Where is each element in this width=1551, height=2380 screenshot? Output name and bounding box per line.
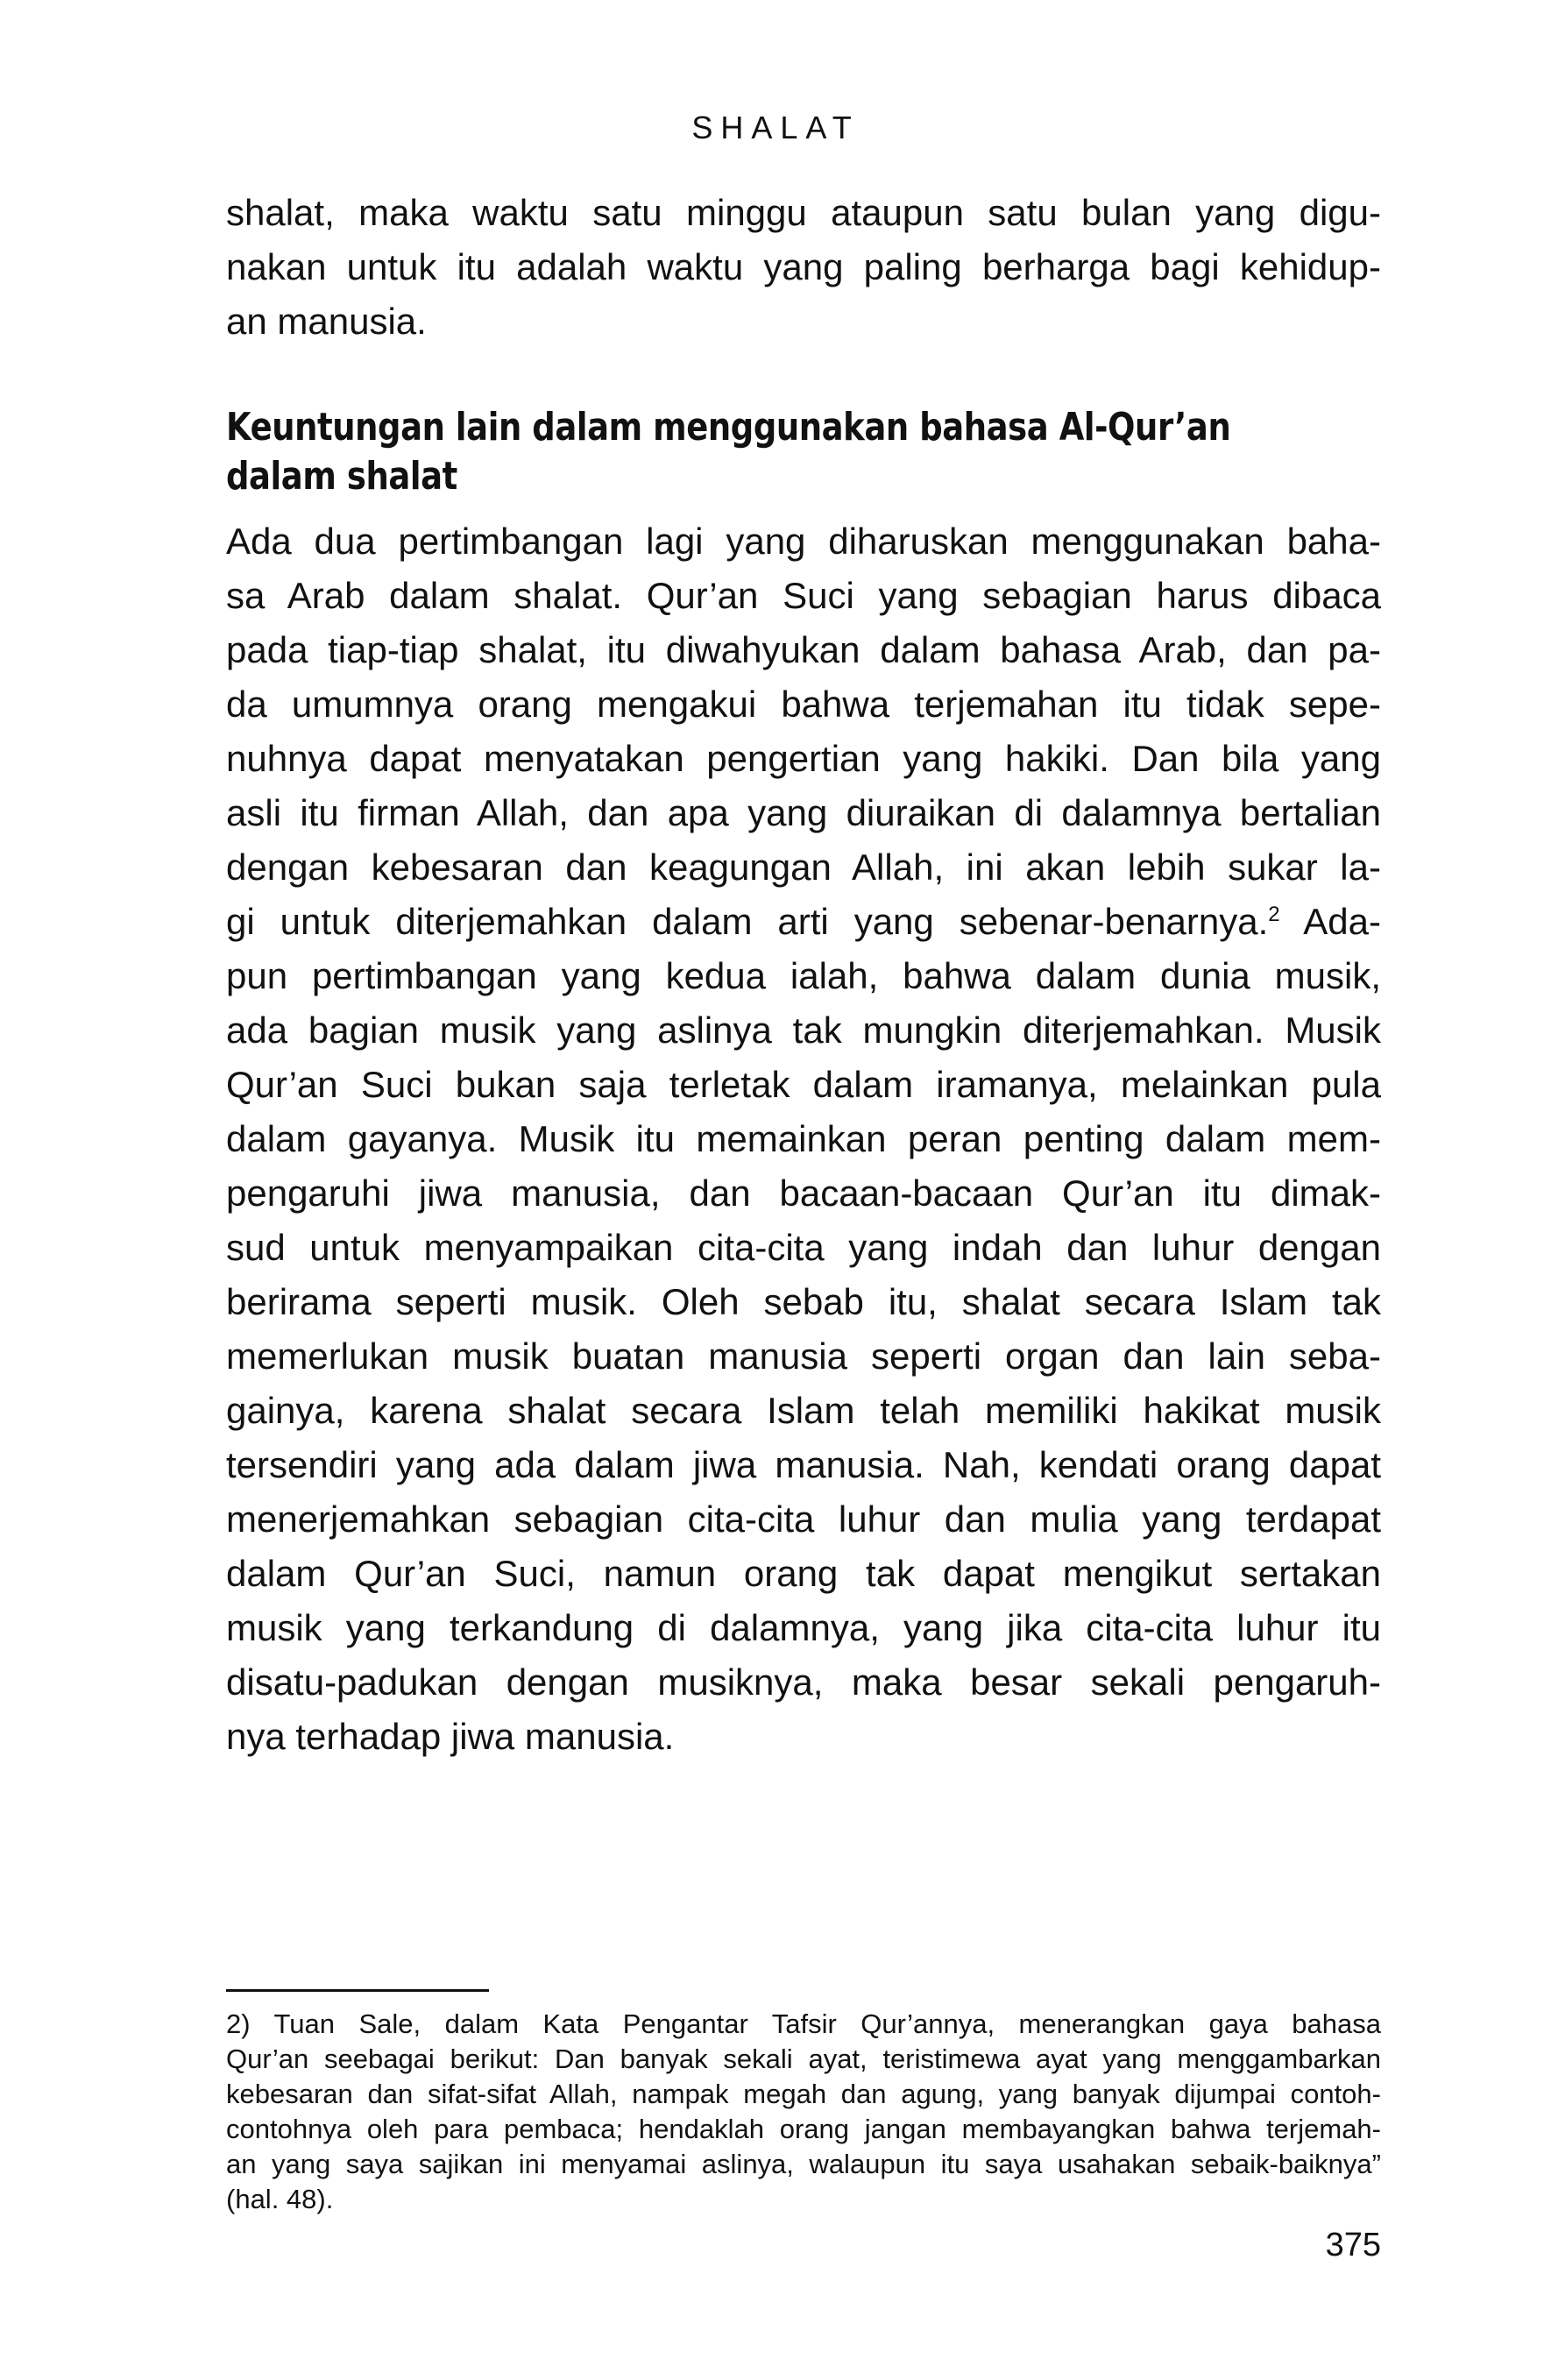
text-line: tersendiri yang ada dalam jiwa manusia. Nah, kendati orang dapat <box>226 1444 1381 1485</box>
text-line: disatu-padukan dengan musiknya, maka besar sekali pengaruh- <box>226 1661 1381 1703</box>
page-number: 375 <box>1325 2227 1381 2263</box>
footnote <box>226 2007 1381 2217</box>
text-line: menerjemahkan sebagian cita-cita luhur dan mulia yang terdapat <box>226 1498 1381 1540</box>
intro-paragraph <box>226 186 1381 349</box>
text-line: pada tiap-tiap shalat, itu diwahyukan dalam bahasa Arab, dan pa- <box>226 629 1381 670</box>
text-line: an manusia. <box>226 301 427 342</box>
footnote-line: contohnya oleh para pembaca; hendaklah orang jangan membayangkan bahwa terjemah- <box>226 2114 1381 2144</box>
text-line: da umumnya orang mengakui bahwa terjemahan itu tidak sepe- <box>226 684 1381 725</box>
text-line: nakan untuk itu adalah waktu yang paling berharga bagi kehidup- <box>226 246 1381 287</box>
text-line: berirama seperti musik. Oleh sebab itu, shalat secara Islam tak <box>226 1281 1381 1322</box>
footnote-line: (hal. 48). <box>226 2184 334 2214</box>
footnote-line: Qur’an seebagai berikut: Dan banyak sekali ayat, teristimewa ayat yang menggambarkan <box>226 2044 1381 2074</box>
text-line: memerlukan musik buatan manusia seperti organ dan lain seba- <box>226 1335 1381 1377</box>
text-line: sud untuk menyampaikan cita-cita yang indah dan luhur dengan <box>226 1227 1381 1268</box>
section-heading <box>226 403 1231 501</box>
footnote-line: an yang saya sajikan ini menyamai aslinya, walaupun itu saya usahakan sebaik-baiknya” <box>226 2149 1381 2179</box>
text-line: dengan kebesaran dan keagungan Allah, ini akan lebih sukar la- <box>226 846 1381 888</box>
text-line: nya terhadap jiwa manusia. <box>226 1716 675 1757</box>
text-line: sa Arab dalam shalat. Qur’an Suci yang sebagian harus dibaca <box>226 575 1381 616</box>
footnote-divider <box>226 1989 489 1992</box>
footnote-reference[interactable]: 2 <box>1268 903 1280 926</box>
text-line-with-footnote-ref <box>226 895 1381 949</box>
text-line: dalam gayanya. Musik itu memainkan peran penting dalam mem- <box>226 1118 1381 1159</box>
text-line: musik yang terkandung di dalamnya, yang jika cita-cita luhur itu <box>226 1607 1381 1648</box>
text-line: Ada dua pertimbangan lagi yang diharuskan menggunakan baha- <box>226 521 1381 562</box>
heading-line: dalam shalat <box>226 454 457 499</box>
body-paragraph <box>226 514 1381 1764</box>
running-head: SHALAT <box>691 110 860 145</box>
footnote-line: 2) Tuan Sale, dalam Kata Pengantar Tafsir Qur’annya, menerangkan gaya bahasa <box>226 2008 1381 2039</box>
text-segment: Ada- <box>1279 901 1381 942</box>
text-line: dalam Qur’an Suci, namun orang tak dapat mengikut sertakan <box>226 1553 1381 1594</box>
footnote-line: kebesaran dan sifat-sifat Allah, nampak megah dan agung, yang banyak dijumpai contoh- <box>226 2079 1381 2109</box>
text-line: nuhnya dapat menyatakan pengertian yang hakiki. Dan bila yang <box>226 738 1381 779</box>
text-line: asli itu firman Allah, dan apa yang diuraikan di dalamnya bertalian <box>226 792 1381 833</box>
text-line: shalat, maka waktu satu minggu ataupun satu bulan yang digu- <box>226 192 1381 233</box>
text-line: pun pertimbangan yang kedua ialah, bahwa dalam dunia musik, <box>226 955 1381 996</box>
text-line: Qur’an Suci bukan saja terletak dalam iramanya, melainkan pula <box>226 1064 1381 1105</box>
text-segment: gi untuk diterjemahkan dalam arti yang sebenar-benarnya. <box>226 901 1269 942</box>
heading-line: Keuntungan lain dalam menggunakan bahasa Al-Qur’an <box>226 405 1231 450</box>
text-line: ada bagian musik yang aslinya tak mungkin diterjemahkan. Musik <box>226 1009 1381 1051</box>
text-line: pengaruhi jiwa manusia, dan bacaan-bacaan Qur’an itu dimak- <box>226 1172 1381 1214</box>
text-line: gainya, karena shalat secara Islam telah memiliki hakikat musik <box>226 1390 1381 1431</box>
